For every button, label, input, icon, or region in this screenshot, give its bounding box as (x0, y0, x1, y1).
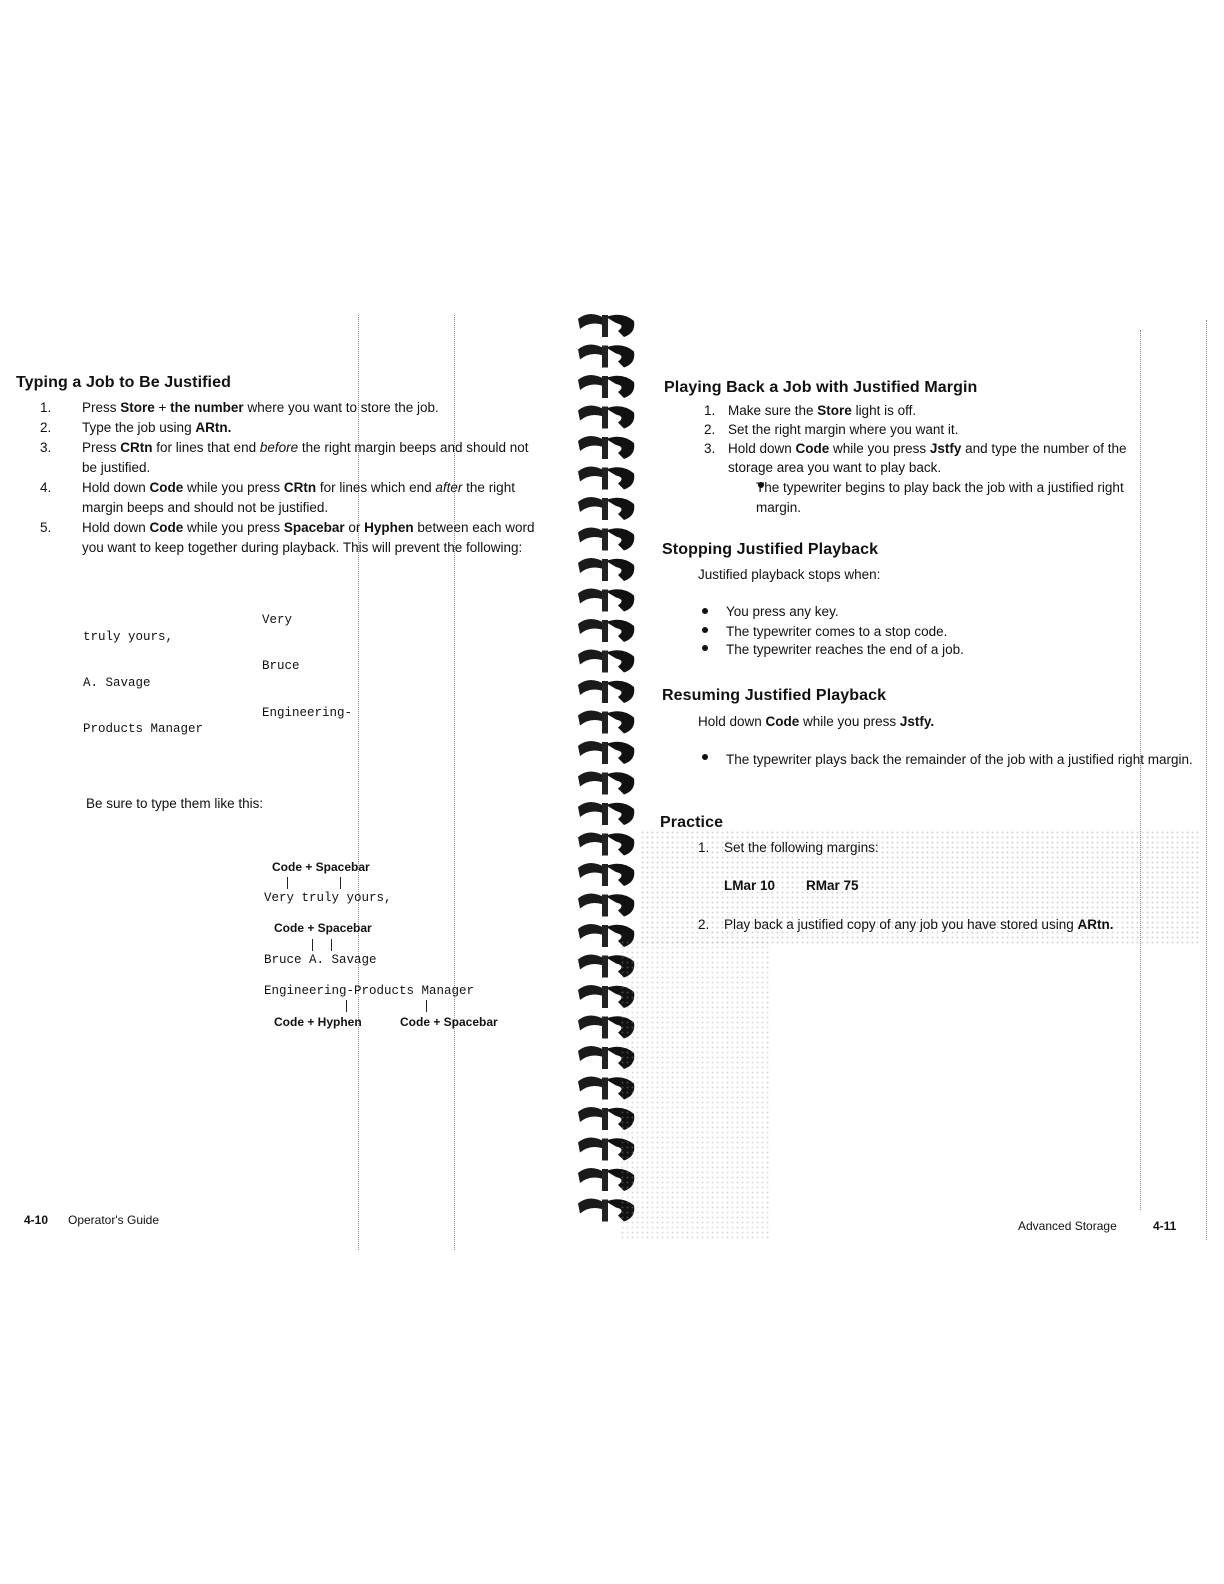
binding-coil (578, 589, 634, 612)
text-run: Spacebar (283, 520, 345, 535)
resume-bullet-text: The typewriter plays back the remainder of the job with a justified right margin. (726, 752, 1193, 767)
text-run: Hold down (698, 714, 766, 729)
be-sure-text: Be sure to type them like this: (86, 796, 264, 811)
step-item (664, 420, 1174, 439)
code-spacebar-label-2: Code + Spacebar (274, 921, 372, 935)
pointer-tick (312, 939, 313, 951)
pointer-tick (426, 1000, 427, 1012)
binding-coil (578, 467, 634, 490)
text-run: the right margin beeps and should not be justified. (82, 440, 529, 475)
text-run: Store (817, 403, 852, 418)
good-engineering: Engineering-Products Manager (264, 984, 475, 998)
text-run: Store (120, 400, 155, 415)
practice-step-1-num: 1. (698, 840, 710, 855)
step-item (16, 398, 538, 418)
step-item (664, 439, 1174, 477)
binding-coil (578, 528, 634, 551)
example-bad-savage: A. Savage (83, 676, 151, 690)
text-run: Set the right margin where you want it. (728, 422, 959, 437)
text-run: Make sure the (728, 403, 818, 418)
guide-line (1206, 320, 1207, 1240)
binding-coil (578, 772, 634, 795)
right-heading-playing-back: Playing Back a Job with Justified Margin (664, 379, 978, 396)
right-heading-practice: Practice (660, 814, 724, 831)
text-run: before (259, 440, 299, 455)
step-number: 3. (40, 440, 52, 455)
text-run: ARtn. (1077, 917, 1114, 932)
text-run: while you press (829, 441, 930, 456)
binding-coil (578, 436, 634, 459)
step-number: 5. (40, 520, 52, 535)
practice-step-2-num: 2. (698, 917, 710, 932)
binding-coil (578, 375, 634, 398)
text-run: while you press (183, 480, 284, 495)
text-run: or (344, 520, 365, 535)
text-run: Play back a justified copy of any job you have stored using (724, 917, 1078, 932)
binding-coil (578, 314, 634, 337)
step-number: 3. (704, 441, 716, 456)
step-item (16, 438, 538, 478)
binding-coil (578, 833, 634, 856)
pointer-tick (287, 877, 288, 889)
text-run: Hold down (82, 520, 150, 535)
copy-shading (620, 940, 770, 1240)
practice-step-2 (724, 915, 1113, 935)
text-run: and type the number of the storage area you want to play back. (728, 441, 1127, 475)
text-run: Press (82, 400, 121, 415)
left-footer-title: Operator's Guide (68, 1213, 160, 1227)
left-steps (16, 398, 538, 558)
lmar-value: LMar 10 (724, 878, 776, 893)
example-bad-products: Products Manager (83, 722, 204, 736)
bullet-icon (702, 754, 708, 760)
text-run: Jstfy (929, 441, 962, 456)
text-run: the right margin beeps and should not be justified. (82, 480, 515, 515)
text-run: CRtn (283, 480, 317, 495)
step-item (16, 518, 538, 558)
step-number: 4. (40, 480, 52, 495)
good-very-truly: Very truly yours, (264, 891, 392, 905)
binding-coil (578, 680, 634, 703)
example-bad-truly: truly yours, (83, 630, 174, 644)
binding-coil (578, 741, 634, 764)
stop-bullet-1: You press any key. (726, 604, 839, 619)
code-spacebar-label-3: Code + Spacebar (400, 1015, 498, 1029)
bullet-icon (702, 627, 708, 633)
right-footer-number: 4-11 (1153, 1219, 1177, 1233)
step-number: 2. (40, 420, 52, 435)
binding-coil (578, 650, 634, 673)
step-number: 1. (40, 400, 52, 415)
binding-coil (578, 406, 634, 429)
text-run: while you press (183, 520, 284, 535)
stop-intro: Justified playback stops when: (698, 567, 881, 582)
right-footer-title: Advanced Storage (1018, 1219, 1117, 1233)
text-run: Code (795, 441, 830, 456)
binding-coil (578, 894, 634, 917)
right-heading-resuming: Resuming Justified Playback (662, 687, 887, 704)
binding-coil (578, 711, 634, 734)
text-run: Jstfy. (899, 714, 935, 729)
text-run: for lines that end (152, 440, 260, 455)
binding-coil (578, 802, 634, 825)
practice-step-1: Set the following margins: (724, 840, 879, 855)
code-hyphen-label: Code + Hyphen (274, 1015, 362, 1029)
text-run: Hold down (728, 441, 796, 456)
binding-coil (578, 558, 634, 581)
text-run: Code (149, 520, 184, 535)
resume-text (698, 712, 934, 732)
step-number: 2. (704, 422, 716, 437)
step-item (16, 418, 538, 438)
text-run: while you press (799, 714, 900, 729)
code-spacebar-label-1: Code + Spacebar (272, 860, 370, 874)
step-number: 1. (704, 403, 716, 418)
text-run: where you want to store the job. (243, 400, 439, 415)
text-run: Hyphen (364, 520, 414, 535)
good-bruce: Bruce A. Savage (264, 953, 377, 967)
left-heading: Typing a Job to Be Justified (16, 374, 231, 391)
rmar-value: RMar 75 (806, 878, 859, 893)
text-run: for lines which end (316, 480, 436, 495)
step-item (16, 478, 538, 518)
text-run: the number (170, 400, 244, 415)
left-footer-number: 4-10 (24, 1213, 49, 1227)
step-item (664, 401, 1174, 420)
text-run: between each word you want to keep together during playback. This will prevent the following: (82, 520, 535, 555)
binding-coil (578, 497, 634, 520)
text-run: ARtn. (195, 420, 232, 435)
text-run: CRtn (120, 440, 153, 455)
text-run: Code (149, 480, 184, 495)
binding-coil (578, 619, 634, 642)
text-run: Hold down (82, 480, 150, 495)
pointer-tick (340, 877, 341, 889)
example-bad-engineering: Engineering- (262, 706, 353, 720)
text-run: light is off. (851, 403, 917, 418)
text-run: + (154, 400, 171, 415)
text-run: Code (765, 714, 800, 729)
bullet-icon (702, 645, 708, 651)
pointer-tick (346, 1000, 347, 1012)
stop-bullet-3: The typewriter reaches the end of a job. (726, 642, 964, 657)
text-run: Press (82, 440, 121, 455)
playback-steps (664, 401, 1174, 477)
example-bad-bruce: Bruce (262, 659, 300, 673)
right-heading-stopping: Stopping Justified Playback (662, 541, 879, 558)
text-run: after (435, 480, 463, 495)
example-bad-very: Very (262, 613, 293, 627)
binding-coil (578, 863, 634, 886)
stop-bullet-2: The typewriter comes to a stop code. (726, 624, 948, 639)
binding-coil (578, 345, 634, 368)
text-run: Type the job using (82, 420, 196, 435)
pointer-tick (331, 939, 332, 951)
bullet-icon (702, 608, 708, 614)
playback-bullet-text: The typewriter begins to play back the job with a justified right margin. (756, 480, 1124, 515)
